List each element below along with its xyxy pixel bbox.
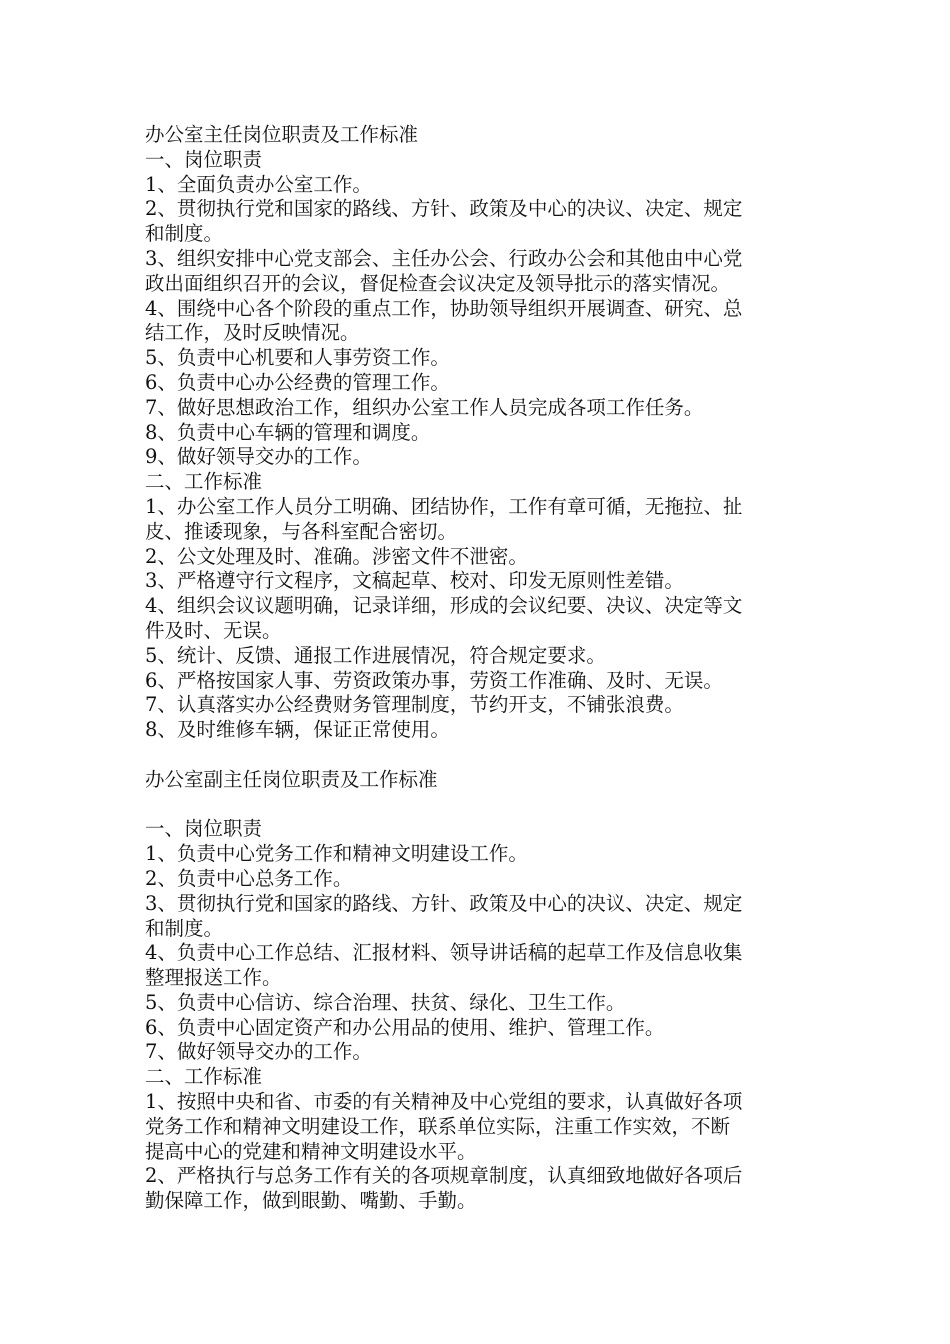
duty-line: 2、负责中心总务工作。: [145, 866, 353, 890]
standard-item: [145, 594, 825, 644]
standard-item: [145, 495, 825, 545]
standard-item: [145, 1164, 825, 1214]
duty-line: 9、做好领导交办的工作。: [145, 445, 372, 469]
duty-item: [145, 173, 825, 198]
duty-line: 1、负责中心党务工作和精神文明建设工作。: [145, 842, 528, 866]
duties-heading: 一、岗位职责: [145, 817, 263, 841]
duty-item: [145, 892, 825, 942]
duty-item: [145, 371, 825, 396]
standard-line: 皮、推诿现象，与各科室配合密切。: [145, 519, 458, 543]
duty-line: 8、负责中心车辆的管理和调度。: [145, 420, 431, 444]
standard-line: 8、及时维修车辆，保证正常使用。: [145, 718, 450, 742]
section-title: 办公室副主任岗位职责及工作标准: [145, 767, 438, 791]
standard-line: 1、按照中央和省、市委的有关精神及中心党组的要求，认真做好各项: [145, 1090, 743, 1114]
duty-line: 和制度。: [145, 222, 224, 246]
standard-line: 2、严格执行与总务工作有关的各项规章制度，认真细致地做好各项后: [145, 1164, 743, 1188]
duty-line: 1、全面负责办公室工作。: [145, 172, 372, 196]
standard-item: [145, 693, 825, 718]
duty-line: 4、负责中心工作总结、汇报材料、领导讲话稿的起草工作及信息收集: [145, 941, 743, 965]
standard-item: [145, 644, 825, 669]
spacer: [145, 793, 825, 818]
duty-item: [145, 842, 825, 867]
duty-item: [145, 1016, 825, 1041]
standard-line: 党务工作和精神文明建设工作，联系单位实际，注重工作实效，不断: [145, 1114, 731, 1138]
duty-line: 政出面组织召开的会议，督促检查会议决定及领导批示的落实情况。: [145, 271, 731, 295]
duty-line: 3、组织安排中心党支部会、主任办公会、行政办公会和其他由中心党: [145, 246, 743, 270]
standards-heading: 二、工作标准: [145, 470, 263, 494]
duty-line: 和制度。: [145, 916, 224, 940]
standard-line: 3、严格遵守行文程序，文稿起草、校对、印发无原则性差错。: [145, 569, 684, 593]
duty-item: [145, 346, 825, 371]
duty-item: [145, 991, 825, 1016]
duty-item: [145, 396, 825, 421]
standards-heading: 二、工作标准: [145, 1065, 263, 1089]
standard-line: 6、严格按国家人事、劳资政策办事，劳资工作准确、及时、无误。: [145, 668, 723, 692]
duty-line: 2、贯彻执行党和国家的路线、方针、政策及中心的决议、决定、规定: [145, 197, 743, 221]
duty-item: [145, 941, 825, 991]
standard-item: [145, 718, 825, 743]
duty-line: 3、贯彻执行党和国家的路线、方针、政策及中心的决议、决定、规定: [145, 891, 743, 915]
duty-item: [145, 445, 825, 470]
standard-line: 4、组织会议议题明确，记录详细，形成的会议纪要、决议、决定等文: [145, 594, 743, 618]
duty-item: [145, 247, 825, 297]
standard-line: 2、公文处理及时、准确。涉密文件不泄密。: [145, 544, 528, 568]
duty-line: 6、负责中心固定资产和办公用品的使用、维护、管理工作。: [145, 1015, 665, 1039]
duty-line: 7、做好思想政治工作，组织办公室工作人员完成各项工作任务。: [145, 395, 704, 419]
standard-item: [145, 545, 825, 570]
spacer: [145, 743, 825, 768]
duty-line: 结工作，及时反映情况。: [145, 321, 360, 345]
duty-item: [145, 421, 825, 446]
section-title: 办公室主任岗位职责及工作标准: [145, 123, 419, 146]
duty-item: [145, 1040, 825, 1065]
duty-item: [145, 867, 825, 892]
document-page: [145, 123, 825, 1214]
duty-line: 7、做好领导交办的工作。: [145, 1040, 372, 1064]
standard-line: 勤保障工作，做到眼勤、嘴勤、手勤。: [145, 1189, 477, 1213]
duty-line: 5、负责中心信访、综合治理、扶贫、绿化、卫生工作。: [145, 990, 626, 1014]
standard-item: [145, 569, 825, 594]
duty-item: [145, 197, 825, 247]
standard-item: [145, 669, 825, 694]
duty-line: 整理报送工作。: [145, 966, 282, 990]
duty-line: 6、负责中心办公经费的管理工作。: [145, 370, 450, 394]
duty-line: 4、围绕中心各个阶段的重点工作，协助领导组织开展调查、研究、总: [145, 296, 743, 320]
standard-line: 件及时、无误。: [145, 618, 282, 642]
standard-line: 5、统计、反馈、通报工作进展情况，符合规定要求。: [145, 643, 606, 667]
standard-line: 提高中心的党建和精神文明建设水平。: [145, 1139, 477, 1163]
duty-line: 5、负责中心机要和人事劳资工作。: [145, 346, 450, 370]
standard-item: [145, 1090, 825, 1164]
duty-item: [145, 297, 825, 347]
standard-line: 1、办公室工作人员分工明确、团结协作，工作有章可循，无拖拉、扯: [145, 494, 743, 518]
standard-line: 7、认真落实办公经费财务管理制度，节约开支，不铺张浪费。: [145, 693, 684, 717]
duties-heading: 一、岗位职责: [145, 147, 263, 171]
